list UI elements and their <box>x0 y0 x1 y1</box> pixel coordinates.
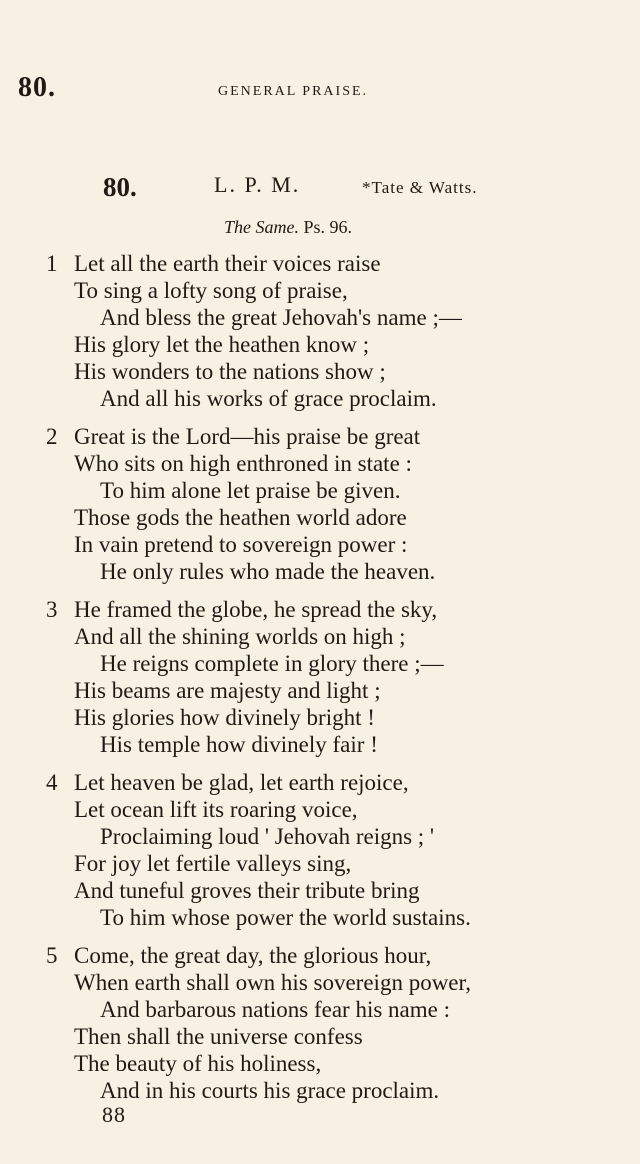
verse-line: And all his works of grace proclaim. <box>100 386 437 411</box>
verse-line: Who sits on high enthroned in state : <box>74 451 412 476</box>
verse-line: To him whose power the world sustains. <box>100 905 471 930</box>
verse-line: Let heaven be glad, let earth rejoice, <box>74 770 409 795</box>
stanza-number: 2 <box>46 424 58 449</box>
verse-line: To him alone let praise be given. <box>100 478 401 503</box>
verse-line: He reigns complete in glory there ;— <box>100 651 444 676</box>
verse-line: The beauty of his holiness, <box>74 1051 322 1076</box>
verse-line: And all the shining worlds on high ; <box>74 624 406 649</box>
verse-line: His beams are majesty and light ; <box>74 678 381 703</box>
verse-line: And barbarous nations fear his name : <box>100 997 451 1022</box>
hymn-number: 80. <box>103 172 137 202</box>
verse-line: And in his courts his grace proclaim. <box>100 1078 440 1103</box>
verse-line: His glory let the heathen know ; <box>74 332 370 357</box>
verse-line: His glories how divinely bright ! <box>74 705 375 730</box>
verse-line: Proclaiming loud ' Jehovah reigns ; ' <box>100 824 435 849</box>
verse-line: Let ocean lift its roaring voice, <box>74 797 358 822</box>
page-number: 80. <box>18 72 56 103</box>
verse-line: Let all the earth their voices raise <box>74 251 381 276</box>
verse-line: Those gods the heathen world adore <box>74 505 407 530</box>
subtitle-title: The Same. <box>224 217 299 237</box>
verse-line: And bless the great Jehovah's name ;— <box>100 305 462 330</box>
verse-line: Great is the Lord—his praise be great <box>74 424 421 449</box>
verse-line: His wonders to the nations show ; <box>74 359 386 384</box>
signature-mark: 88 <box>102 1102 126 1127</box>
verse-line: When earth shall own his sovereign power, <box>74 970 471 995</box>
verse-line: Come, the great day, the glorious hour, <box>74 943 432 968</box>
running-head: GENERAL PRAISE. <box>218 84 369 99</box>
verse-line: His temple how divinely fair ! <box>100 732 378 757</box>
stanza-number: 1 <box>46 251 58 276</box>
verse-line: He framed the globe, he spread the sky, <box>74 597 438 622</box>
verse-line: For joy let fertile valleys sing, <box>74 851 352 876</box>
stanza-number: 3 <box>46 597 58 622</box>
verse-line: Then shall the universe confess <box>74 1024 363 1049</box>
subtitle-reference: Ps. 96. <box>303 217 353 237</box>
verse-line: To sing a lofty song of praise, <box>74 278 348 303</box>
hymn-author: *Tate & Watts. <box>362 178 478 197</box>
stanza-number: 5 <box>46 943 58 968</box>
stanza-number: 4 <box>46 770 58 795</box>
verse-line: And tuneful groves their tribute bring <box>74 878 420 903</box>
verse-line: In vain pretend to sovereign power : <box>74 532 408 557</box>
hymn-meter: L. P. M. <box>214 172 301 197</box>
hymn-subtitle <box>224 217 352 238</box>
verse-line: He only rules who made the heaven. <box>100 559 436 584</box>
